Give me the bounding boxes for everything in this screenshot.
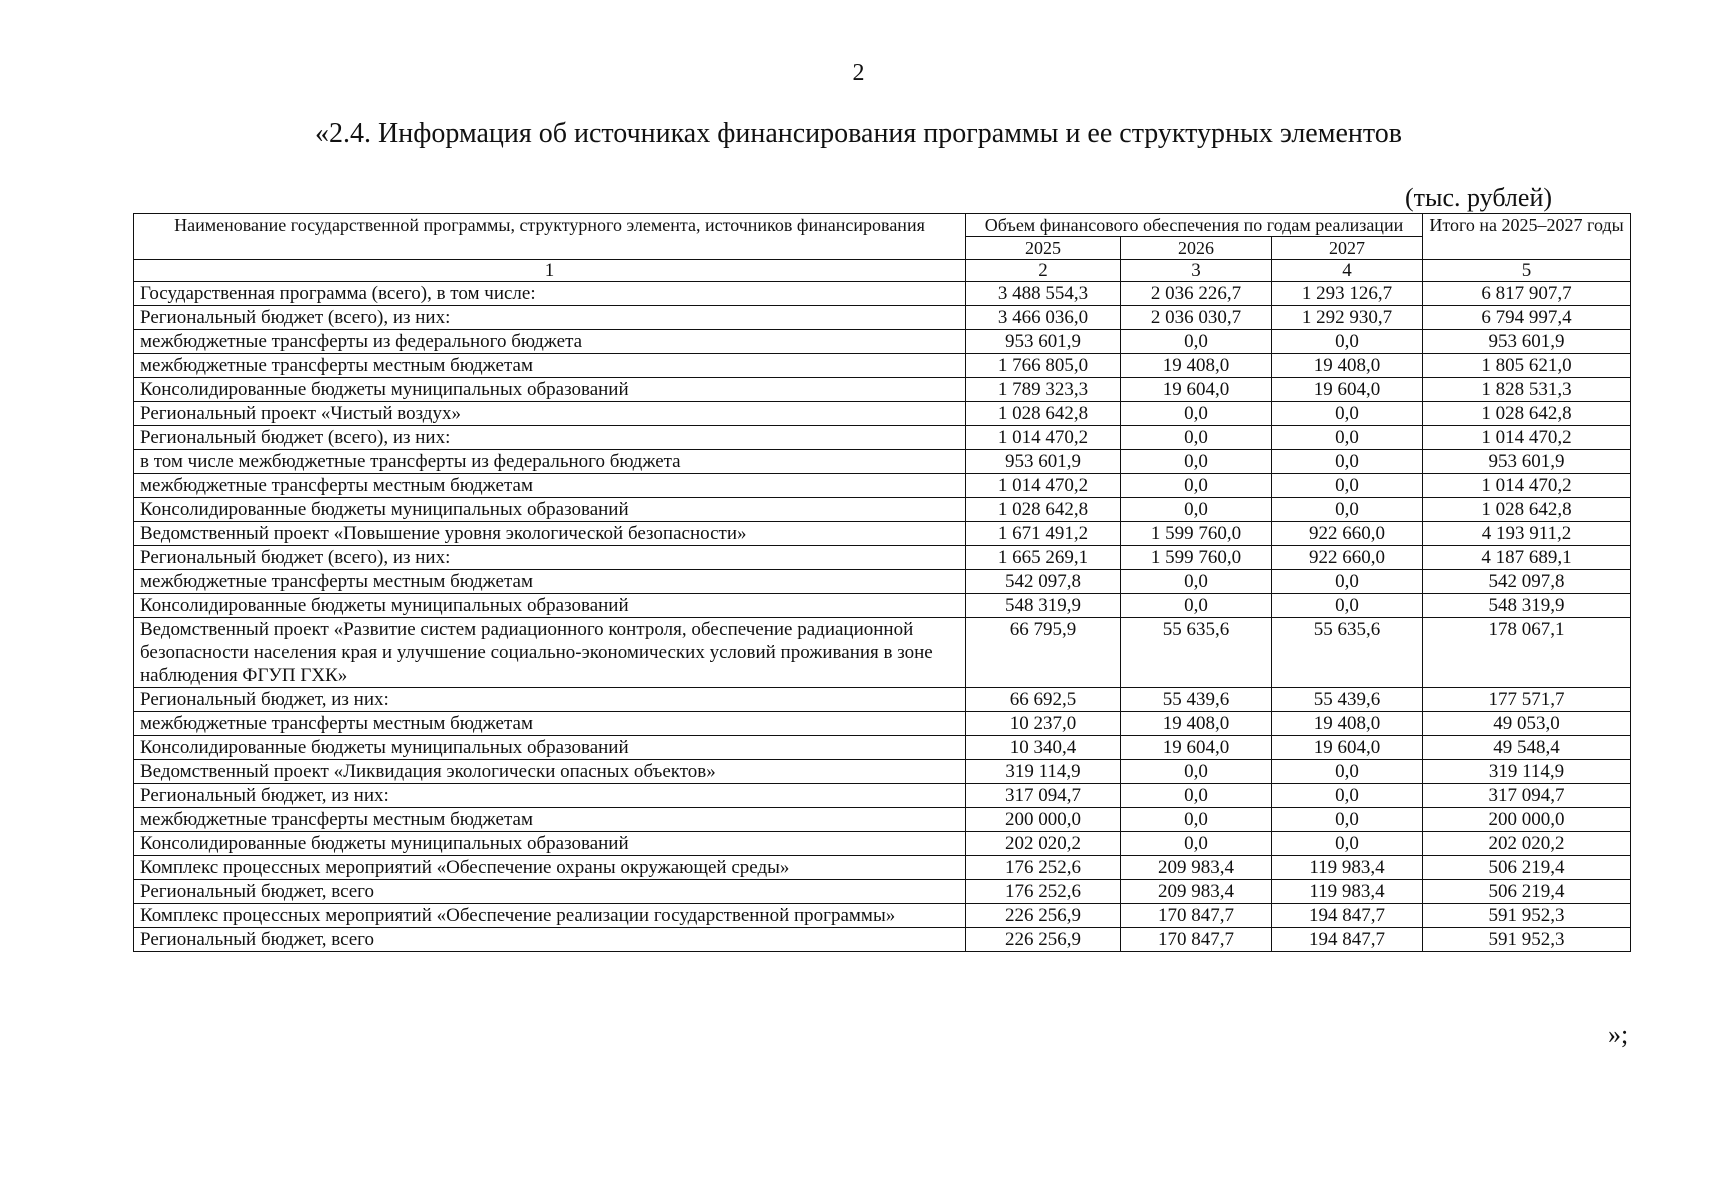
table-row bbox=[134, 712, 1631, 736]
value-total-cell: 506 219,4 bbox=[1423, 880, 1631, 904]
row-name-cell: межбюджетные трансферты местным бюджетам bbox=[134, 712, 966, 736]
value-2027-cell: 0,0 bbox=[1272, 808, 1423, 832]
document-title: «2.4. Информация об источниках финансирования программы и ее структурных элементов bbox=[315, 118, 1402, 149]
value-2027-cell: 55 439,6 bbox=[1272, 688, 1423, 712]
value-total-cell: 591 952,3 bbox=[1423, 928, 1631, 952]
row-name-cell: Консолидированные бюджеты муниципальных образований bbox=[134, 832, 966, 856]
value-2027-cell: 0,0 bbox=[1272, 570, 1423, 594]
table-row bbox=[134, 832, 1631, 856]
value-2025-cell: 10 340,4 bbox=[966, 736, 1121, 760]
header-volume-column: Объем финансового обеспечения по годам реализации bbox=[966, 214, 1423, 237]
row-name-cell: Государственная программа (всего), в том числе: bbox=[134, 282, 966, 306]
value-2027-cell: 0,0 bbox=[1272, 594, 1423, 618]
row-name-cell: Региональный проект «Чистый воздух» bbox=[134, 402, 966, 426]
value-2025-cell: 1 014 470,2 bbox=[966, 426, 1121, 450]
value-total-cell: 178 067,1 bbox=[1423, 618, 1631, 688]
row-name-cell: Консолидированные бюджеты муниципальных образований bbox=[134, 594, 966, 618]
row-name-cell: Ведомственный проект «Ликвидация экологически опасных объектов» bbox=[134, 760, 966, 784]
value-total-cell: 317 094,7 bbox=[1423, 784, 1631, 808]
value-2025-cell: 202 020,2 bbox=[966, 832, 1121, 856]
value-2027-cell: 119 983,4 bbox=[1272, 856, 1423, 880]
row-name-cell: Консолидированные бюджеты муниципальных образований bbox=[134, 378, 966, 402]
value-2027-cell: 1 292 930,7 bbox=[1272, 306, 1423, 330]
value-total-cell: 6 794 997,4 bbox=[1423, 306, 1631, 330]
value-total-cell: 49 053,0 bbox=[1423, 712, 1631, 736]
value-2027-cell: 0,0 bbox=[1272, 474, 1423, 498]
column-number: 5 bbox=[1423, 260, 1631, 282]
row-name-cell: Комплекс процессных мероприятий «Обеспечение охраны окружающей среды» bbox=[134, 856, 966, 880]
header-name-column: Наименование государственной программы, структурного элемента, источников финансирования bbox=[134, 214, 966, 260]
value-2027-cell: 19 604,0 bbox=[1272, 378, 1423, 402]
table-row bbox=[134, 570, 1631, 594]
table-row bbox=[134, 474, 1631, 498]
value-2027-cell: 0,0 bbox=[1272, 760, 1423, 784]
row-name-cell: межбюджетные трансферты местным бюджетам bbox=[134, 474, 966, 498]
value-2026-cell: 1 599 760,0 bbox=[1121, 546, 1272, 570]
value-total-cell: 1 014 470,2 bbox=[1423, 474, 1631, 498]
row-name-cell: межбюджетные трансферты местным бюджетам bbox=[134, 570, 966, 594]
row-name-cell: Ведомственный проект «Повышение уровня экологической безопасности» bbox=[134, 522, 966, 546]
value-2026-cell: 0,0 bbox=[1121, 450, 1272, 474]
value-2026-cell: 170 847,7 bbox=[1121, 928, 1272, 952]
header-year: 2026 bbox=[1121, 237, 1272, 260]
value-2027-cell: 0,0 bbox=[1272, 498, 1423, 522]
value-2026-cell: 2 036 030,7 bbox=[1121, 306, 1272, 330]
value-2025-cell: 953 601,9 bbox=[966, 330, 1121, 354]
value-2026-cell: 0,0 bbox=[1121, 330, 1272, 354]
value-2025-cell: 66 795,9 bbox=[966, 618, 1121, 688]
value-total-cell: 542 097,8 bbox=[1423, 570, 1631, 594]
value-2027-cell: 0,0 bbox=[1272, 450, 1423, 474]
value-2026-cell: 19 604,0 bbox=[1121, 378, 1272, 402]
row-name-cell: Региональный бюджет (всего), из них: bbox=[134, 546, 966, 570]
value-total-cell: 506 219,4 bbox=[1423, 856, 1631, 880]
value-2026-cell: 2 036 226,7 bbox=[1121, 282, 1272, 306]
column-number: 1 bbox=[134, 260, 966, 282]
column-number: 3 bbox=[1121, 260, 1272, 282]
value-2026-cell: 0,0 bbox=[1121, 402, 1272, 426]
value-2025-cell: 542 097,8 bbox=[966, 570, 1121, 594]
value-2025-cell: 1 789 323,3 bbox=[966, 378, 1121, 402]
value-2026-cell: 0,0 bbox=[1121, 832, 1272, 856]
value-2026-cell: 19 408,0 bbox=[1121, 354, 1272, 378]
value-2027-cell: 0,0 bbox=[1272, 784, 1423, 808]
value-2027-cell: 922 660,0 bbox=[1272, 522, 1423, 546]
table-row bbox=[134, 856, 1631, 880]
row-name-cell: Региональный бюджет (всего), из них: bbox=[134, 426, 966, 450]
table-row bbox=[134, 594, 1631, 618]
value-2027-cell: 55 635,6 bbox=[1272, 618, 1423, 688]
closing-quote-mark: »; bbox=[1608, 1020, 1629, 1049]
row-name-cell: Региональный бюджет, всего bbox=[134, 928, 966, 952]
value-2026-cell: 0,0 bbox=[1121, 570, 1272, 594]
value-2025-cell: 176 252,6 bbox=[966, 856, 1121, 880]
value-total-cell: 548 319,9 bbox=[1423, 594, 1631, 618]
row-name-cell: Региональный бюджет (всего), из них: bbox=[134, 306, 966, 330]
header-year: 2025 bbox=[966, 237, 1121, 260]
financing-table bbox=[133, 213, 1631, 952]
page-number: 2 bbox=[852, 60, 865, 86]
value-2025-cell: 66 692,5 bbox=[966, 688, 1121, 712]
value-2026-cell: 0,0 bbox=[1121, 808, 1272, 832]
value-2026-cell: 209 983,4 bbox=[1121, 856, 1272, 880]
table-row bbox=[134, 306, 1631, 330]
value-2025-cell: 319 114,9 bbox=[966, 760, 1121, 784]
value-2025-cell: 1 028 642,8 bbox=[966, 498, 1121, 522]
units-label: (тыс. рублей) bbox=[1405, 183, 1553, 212]
value-total-cell: 200 000,0 bbox=[1423, 808, 1631, 832]
value-2025-cell: 953 601,9 bbox=[966, 450, 1121, 474]
value-2026-cell: 0,0 bbox=[1121, 760, 1272, 784]
value-2027-cell: 0,0 bbox=[1272, 426, 1423, 450]
value-2027-cell: 922 660,0 bbox=[1272, 546, 1423, 570]
value-2027-cell: 19 604,0 bbox=[1272, 736, 1423, 760]
value-2025-cell: 1 766 805,0 bbox=[966, 354, 1121, 378]
row-name-cell: межбюджетные трансферты из федерального бюджета bbox=[134, 330, 966, 354]
value-total-cell: 202 020,2 bbox=[1423, 832, 1631, 856]
table-row bbox=[134, 688, 1631, 712]
value-total-cell: 953 601,9 bbox=[1423, 330, 1631, 354]
value-total-cell: 6 817 907,7 bbox=[1423, 282, 1631, 306]
table-row bbox=[134, 880, 1631, 904]
value-2026-cell: 0,0 bbox=[1121, 474, 1272, 498]
row-name-cell: Консолидированные бюджеты муниципальных образований bbox=[134, 736, 966, 760]
value-2026-cell: 209 983,4 bbox=[1121, 880, 1272, 904]
value-total-cell: 4 187 689,1 bbox=[1423, 546, 1631, 570]
value-2027-cell: 0,0 bbox=[1272, 402, 1423, 426]
table-row bbox=[134, 498, 1631, 522]
value-total-cell: 49 548,4 bbox=[1423, 736, 1631, 760]
column-number: 2 bbox=[966, 260, 1121, 282]
value-2025-cell: 10 237,0 bbox=[966, 712, 1121, 736]
value-2027-cell: 119 983,4 bbox=[1272, 880, 1423, 904]
value-2025-cell: 1 671 491,2 bbox=[966, 522, 1121, 546]
row-name-cell: межбюджетные трансферты местным бюджетам bbox=[134, 354, 966, 378]
table-row bbox=[134, 784, 1631, 808]
value-2025-cell: 176 252,6 bbox=[966, 880, 1121, 904]
row-name-cell: Ведомственный проект «Развитие систем радиационного контроля, обеспечение радиационной безопасности населения края и улучшение социально-экономических условий проживания в зоне наблюдения ФГУП ГХК» bbox=[134, 618, 966, 688]
value-2025-cell: 226 256,9 bbox=[966, 928, 1121, 952]
value-2025-cell: 226 256,9 bbox=[966, 904, 1121, 928]
value-2027-cell: 0,0 bbox=[1272, 330, 1423, 354]
row-name-cell: Комплекс процессных мероприятий «Обеспечение реализации государственной программы» bbox=[134, 904, 966, 928]
row-name-cell: Консолидированные бюджеты муниципальных образований bbox=[134, 498, 966, 522]
table-row bbox=[134, 402, 1631, 426]
table-row bbox=[134, 928, 1631, 952]
value-total-cell: 1 828 531,3 bbox=[1423, 378, 1631, 402]
value-total-cell: 591 952,3 bbox=[1423, 904, 1631, 928]
row-name-cell: в том числе межбюджетные трансферты из федерального бюджета bbox=[134, 450, 966, 474]
value-2025-cell: 548 319,9 bbox=[966, 594, 1121, 618]
table-row bbox=[134, 736, 1631, 760]
value-total-cell: 4 193 911,2 bbox=[1423, 522, 1631, 546]
row-name-cell: Региональный бюджет, из них: bbox=[134, 688, 966, 712]
value-2026-cell: 0,0 bbox=[1121, 498, 1272, 522]
value-total-cell: 1 028 642,8 bbox=[1423, 402, 1631, 426]
table-row bbox=[134, 282, 1631, 306]
value-2026-cell: 170 847,7 bbox=[1121, 904, 1272, 928]
table-row bbox=[134, 546, 1631, 570]
value-2025-cell: 3 488 554,3 bbox=[966, 282, 1121, 306]
value-2027-cell: 19 408,0 bbox=[1272, 712, 1423, 736]
value-total-cell: 177 571,7 bbox=[1423, 688, 1631, 712]
value-2027-cell: 1 293 126,7 bbox=[1272, 282, 1423, 306]
table-row bbox=[134, 450, 1631, 474]
value-2025-cell: 200 000,0 bbox=[966, 808, 1121, 832]
value-2027-cell: 194 847,7 bbox=[1272, 928, 1423, 952]
value-2026-cell: 0,0 bbox=[1121, 426, 1272, 450]
value-2025-cell: 1 028 642,8 bbox=[966, 402, 1121, 426]
table-row bbox=[134, 426, 1631, 450]
header-total-column: Итого на 2025–2027 годы bbox=[1423, 214, 1631, 260]
table-header-row bbox=[134, 214, 1631, 237]
value-2026-cell: 0,0 bbox=[1121, 594, 1272, 618]
value-total-cell: 1 014 470,2 bbox=[1423, 426, 1631, 450]
column-number-row bbox=[134, 260, 1631, 282]
value-2026-cell: 19 604,0 bbox=[1121, 736, 1272, 760]
row-name-cell: межбюджетные трансферты местным бюджетам bbox=[134, 808, 966, 832]
value-2025-cell: 1 014 470,2 bbox=[966, 474, 1121, 498]
value-2025-cell: 3 466 036,0 bbox=[966, 306, 1121, 330]
value-total-cell: 1 805 621,0 bbox=[1423, 354, 1631, 378]
value-total-cell: 953 601,9 bbox=[1423, 450, 1631, 474]
value-2026-cell: 55 635,6 bbox=[1121, 618, 1272, 688]
value-2025-cell: 1 665 269,1 bbox=[966, 546, 1121, 570]
value-2027-cell: 19 408,0 bbox=[1272, 354, 1423, 378]
value-2026-cell: 55 439,6 bbox=[1121, 688, 1272, 712]
table-row bbox=[134, 378, 1631, 402]
row-name-cell: Региональный бюджет, всего bbox=[134, 880, 966, 904]
row-name-cell: Региональный бюджет, из них: bbox=[134, 784, 966, 808]
table-row bbox=[134, 522, 1631, 546]
header-year: 2027 bbox=[1272, 237, 1423, 260]
value-2027-cell: 194 847,7 bbox=[1272, 904, 1423, 928]
value-total-cell: 1 028 642,8 bbox=[1423, 498, 1631, 522]
value-2026-cell: 0,0 bbox=[1121, 784, 1272, 808]
table-row bbox=[134, 808, 1631, 832]
table-row bbox=[134, 760, 1631, 784]
table-row bbox=[134, 354, 1631, 378]
value-2026-cell: 19 408,0 bbox=[1121, 712, 1272, 736]
value-2027-cell: 0,0 bbox=[1272, 832, 1423, 856]
table-row bbox=[134, 618, 1631, 688]
value-total-cell: 319 114,9 bbox=[1423, 760, 1631, 784]
value-2026-cell: 1 599 760,0 bbox=[1121, 522, 1272, 546]
column-number: 4 bbox=[1272, 260, 1423, 282]
table-row bbox=[134, 330, 1631, 354]
table-row bbox=[134, 904, 1631, 928]
value-2025-cell: 317 094,7 bbox=[966, 784, 1121, 808]
